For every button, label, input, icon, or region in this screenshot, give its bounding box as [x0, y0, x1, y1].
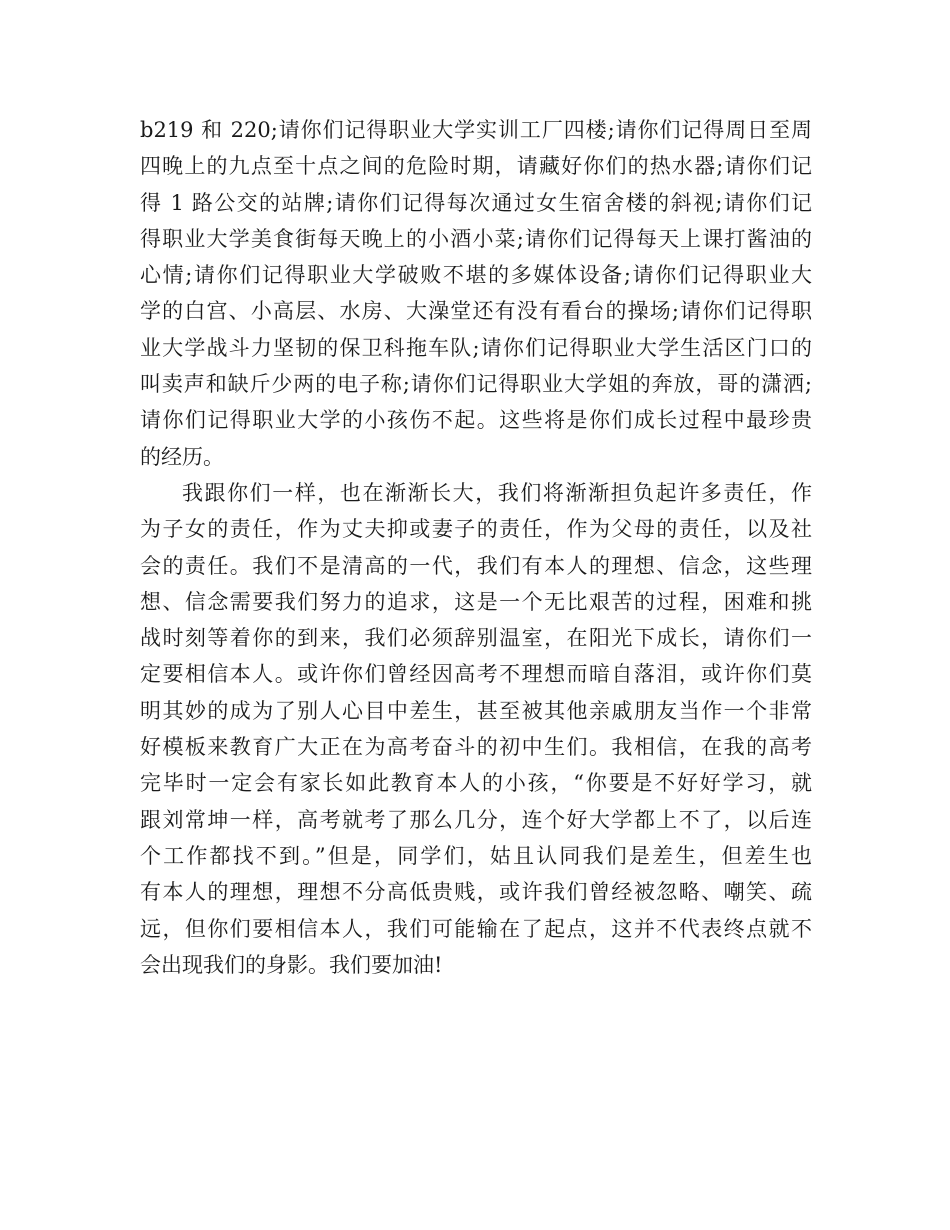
text-line: 完毕时一定会有家长如此教育本人的小孩，“你要是不好好学习，就 — [140, 771, 812, 796]
text-line: 学的白宫、小高层、水房、大澡堂还有没有看台的操场;请你们记得职 — [140, 299, 812, 324]
document-page — [140, 112, 812, 983]
text-line: 得 1 路公交的站牌;请你们记得每次通过女生宿舍楼的斜视;请你们记 — [140, 190, 812, 215]
text-line: 四晚上的九点至十点之间的危险时期，请藏好你们的热水器;请你们记 — [140, 154, 812, 179]
text-line: 跟刘常坤一样，高考就考了那么几分，连个好大学都上不了，以后连 — [140, 807, 812, 832]
text-line: 战时刻等着你的到来，我们必须辞别温室，在阳光下成长，请你们一 — [140, 626, 812, 651]
text-line: 有本人的理想，理想不分高低贵贱，或许我们曾经被忽略、嘲笑、疏 — [140, 880, 812, 905]
text-line: b219 和 220;请你们记得职业大学实训工厂四楼;请你们记得周日至周 — [140, 118, 812, 142]
text-line: 心情;请你们记得职业大学破败不堪的多媒体设备;请你们记得职业大 — [140, 263, 812, 288]
paragraph-2 — [140, 475, 812, 983]
text-line: 会出现我们的身影。我们要加油! — [140, 952, 443, 977]
text-line: 远，但你们要相信本人，我们可能输在了起点，这并不代表终点就不 — [140, 916, 812, 941]
text-line: 请你们记得职业大学的小孩伤不起。这些将是你们成长过程中最珍贵 — [140, 408, 812, 433]
text-line: 好模板来教育广大正在为高考奋斗的初中生们。我相信，在我的高考 — [140, 735, 812, 760]
text-line: 得职业大学美食街每天晚上的小酒小菜;请你们记得每天上课打酱油的 — [140, 226, 812, 251]
paragraph-1 — [140, 112, 812, 475]
text-line: 个工作都找不到。”但是，同学们，姑且认同我们是差生，但差生也 — [140, 843, 812, 868]
text-line: 明其妙的成为了别人心目中差生，甚至被其他亲戚朋友当作一个非常 — [140, 698, 812, 723]
text-line: 叫卖声和缺斤少两的电子称;请你们记得职业大学姐的奔放，哥的潇洒; — [140, 372, 812, 397]
text-line: 的经历。 — [140, 444, 224, 469]
text-line: 业大学战斗力坚韧的保卫科拖车队;请你们记得职业大学生活区门口的 — [140, 335, 812, 360]
text-line: 我跟你们一样，也在渐渐长大，我们将渐渐担负起许多责任，作 — [182, 480, 812, 505]
text-line: 为子女的责任，作为丈夫抑或妻子的责任，作为父母的责任，以及社 — [140, 517, 812, 542]
text-line: 定要相信本人。或许你们曾经因高考不理想而暗自落泪，或许你们莫 — [140, 662, 812, 687]
text-line: 会的责任。我们不是清高的一代，我们有本人的理想、信念，这些理 — [140, 553, 812, 578]
text-line: 想、信念需要我们努力的追求，这是一个无比艰苦的过程，困难和挑 — [140, 589, 812, 614]
